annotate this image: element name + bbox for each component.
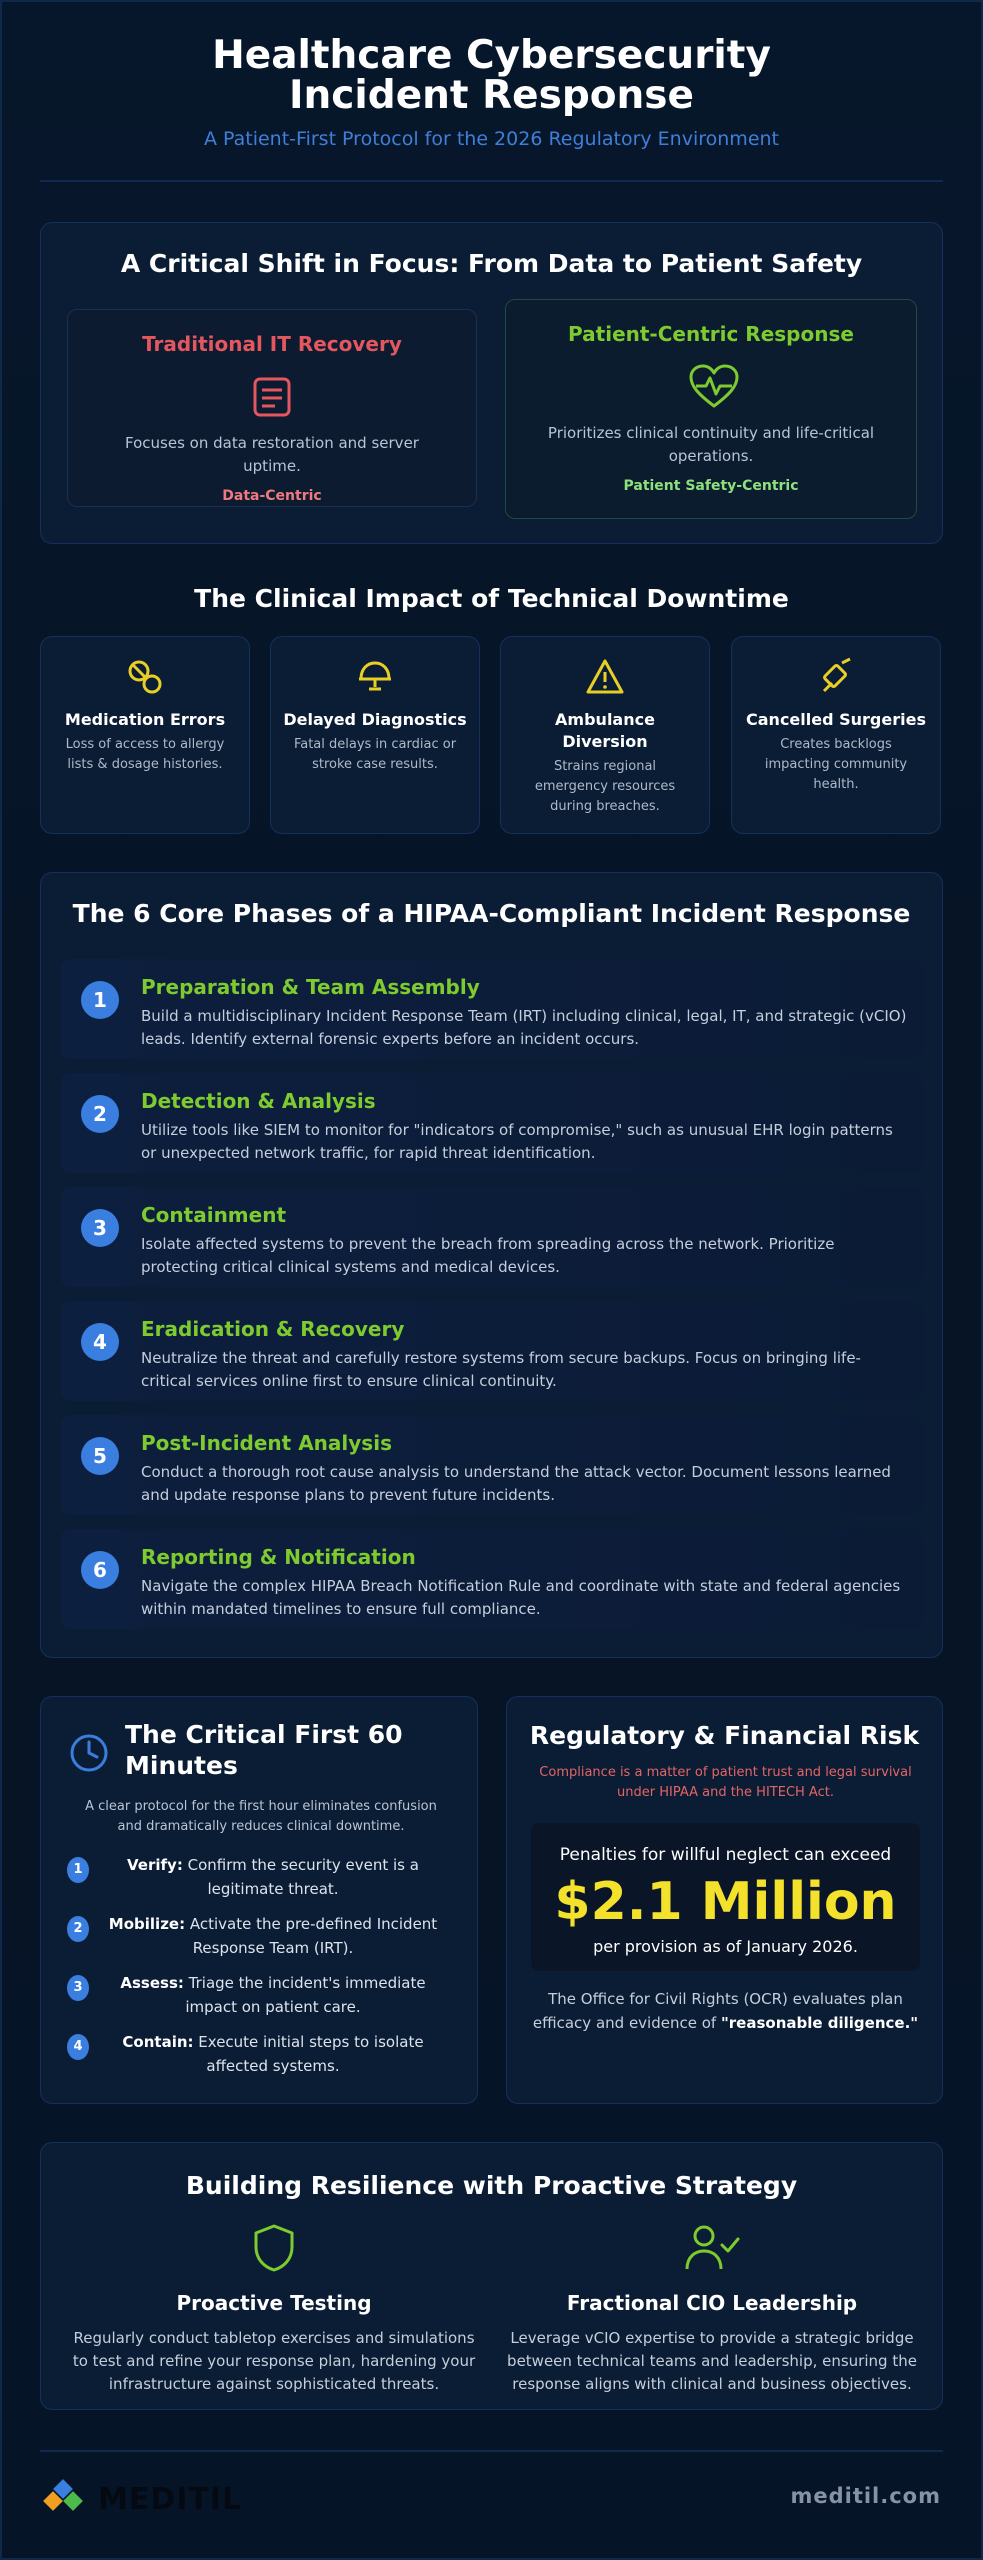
logo-mark-icon <box>42 2478 94 2518</box>
impact-card-diagnostics <box>270 636 480 834</box>
step-label: Assess: <box>120 1974 184 1992</box>
traditional-card <box>67 309 477 507</box>
patient-card <box>505 299 917 519</box>
penalty-box <box>531 1823 920 1971</box>
page-title: Healthcare Cybersecurity Incident Response <box>212 33 771 118</box>
patient-tag: Patient Safety-Centric <box>623 478 799 494</box>
footer-url-link[interactable]: meditil.com <box>790 2484 941 2508</box>
impact-card-ambulance <box>500 636 710 834</box>
phase-title: Reporting & Notification <box>141 1545 416 1569</box>
shift-title: A Critical Shift in Focus: From Data to Patient Safety <box>120 249 863 278</box>
phase-desc: Navigate the complex HIPAA Breach Notification Rule and coordinate with state and federal agencies within mandated timelines to ensure full compliance. <box>141 1577 901 1618</box>
phase-number: 1 <box>81 981 119 1019</box>
phase-number: 5 <box>81 1437 119 1475</box>
phase-number: 4 <box>81 1323 119 1361</box>
page-subtitle: A Patient-First Protocol for the 2026 Regulatory Environment <box>203 128 779 150</box>
phase-number: 3 <box>81 1209 119 1247</box>
footer-divider <box>40 2450 943 2452</box>
phases-title: The 6 Core Phases of a HIPAA-Compliant Incident Response <box>72 899 911 928</box>
phase-item <box>61 1187 924 1287</box>
step-text: Triage the incident's immediate impact on patient care. <box>183 1974 426 2016</box>
phase-desc: Build a multidisciplinary Incident Response Team (IRT) including clinical, legal, IT, and strategic (vCIO) leads. Identify external forensic experts before an incident occurs. <box>141 1007 907 1048</box>
user-check-icon <box>684 2223 740 2273</box>
step-label: Mobilize: <box>108 1915 186 1933</box>
document-icon <box>249 374 295 420</box>
risk-foot-bold: "reasonable diligence." <box>720 2014 919 2032</box>
patient-title: Patient-Centric Response <box>568 322 854 346</box>
impact-desc: Strains regional emergency resources during breaches. <box>534 759 676 814</box>
phase-number: 2 <box>81 1095 119 1133</box>
step-number: 3 <box>67 1975 89 2001</box>
step-label: Verify: <box>127 1856 183 1874</box>
heartbeat-icon <box>688 364 734 410</box>
phase-item <box>61 1415 924 1515</box>
step-text: Activate the pre-defined Incident Response Team (IRT). <box>185 1915 438 1957</box>
warning-icon <box>585 657 625 697</box>
resilience-col-cio <box>497 2223 927 2396</box>
risk-foot <box>527 1987 924 2035</box>
penalty-pre: Penalties for willful neglect can exceed <box>559 1845 892 1865</box>
phases-section <box>40 872 943 1658</box>
impact-title-text: Ambulance Diversion <box>555 710 655 751</box>
impact-desc: Fatal delays in cardiac or stroke case results. <box>293 737 457 772</box>
clock-icon <box>69 1733 109 1773</box>
step-text: Confirm the security event is a legitimate threat. <box>182 1856 419 1898</box>
patient-desc: Prioritizes clinical continuity and life-critical operations. <box>547 424 875 465</box>
cancel-icon <box>816 657 856 697</box>
penalty-amount: $2.1 Million <box>554 1872 897 1932</box>
traditional-title: Traditional IT Recovery <box>142 332 402 356</box>
phase-item <box>61 1073 924 1173</box>
pills-icon <box>125 657 165 697</box>
step-number: 4 <box>67 2034 89 2060</box>
impact-title-text: Cancelled Surgeries <box>746 710 926 729</box>
phase-desc: Neutralize the threat and carefully restore systems from secure backups. Focus on bringing life-critical services online first to ensure clinical continuity. <box>141 1349 861 1390</box>
resilience-section <box>40 2142 943 2410</box>
phase-number: 6 <box>81 1551 119 1589</box>
alarm-icon <box>355 657 395 697</box>
risk-warning: Compliance is a matter of patient trust and legal survival under HIPAA and the HITECH Act. <box>539 1765 912 1800</box>
resilience-col-desc: Regularly conduct tabletop exercises and simulations to test and refine your response plan, hardening your infrastructure against sophisticated threats. <box>72 2329 476 2393</box>
first-60-card <box>40 1696 478 2104</box>
impact-card-medication <box>40 636 250 834</box>
step-label: Contain: <box>122 2033 194 2051</box>
impact-title-text: Delayed Diagnostics <box>283 710 467 729</box>
first-60-desc: A clear protocol for the first hour eliminates confusion and dramatically reduces clinical downtime. <box>85 1799 437 1834</box>
phase-desc: Conduct a thorough root cause analysis to understand the attack vector. Document lessons learned and update response plans to prevent future incidents. <box>141 1463 891 1504</box>
impact-title-text: Medication Errors <box>64 710 226 729</box>
logo-wordmark: MEDITIL <box>98 2482 243 2517</box>
phase-item <box>61 1529 924 1629</box>
header-divider <box>40 180 943 182</box>
resilience-col-title: Fractional CIO Leadership <box>566 2291 858 2315</box>
traditional-tag: Data-Centric <box>222 488 322 504</box>
impact-title: The Clinical Impact of Technical Downtime <box>194 584 789 613</box>
phase-desc: Utilize tools like SIEM to monitor for "indicators of compromise," such as unusual EHR login patterns or unexpected network traffic, for rapid threat identification. <box>141 1121 893 1162</box>
risk-foot-text: The Office for Civil Rights (OCR) evaluates plan efficacy and evidence of <box>532 1990 903 2032</box>
page-header <box>0 33 983 150</box>
phase-item <box>61 1301 924 1401</box>
impact-desc: Creates backlogs impacting community health. <box>764 737 908 792</box>
risk-title: Regulatory & Financial Risk <box>529 1721 920 1750</box>
phase-desc: Isolate affected systems to prevent the breach from spreading across the network. Prioritize protecting critical clinical systems and medical devices. <box>141 1235 835 1276</box>
resilience-col-title: Proactive Testing <box>176 2291 372 2315</box>
resilience-col-testing <box>59 2223 489 2396</box>
step-text: Execute initial steps to isolate affected systems. <box>193 2033 424 2075</box>
phase-item <box>61 959 924 1059</box>
traditional-desc: Focuses on data restoration and server uptime. <box>125 434 419 475</box>
phase-title: Post-Incident Analysis <box>141 1431 392 1455</box>
phase-title: Preparation & Team Assembly <box>141 975 480 999</box>
phase-title: Containment <box>141 1203 287 1227</box>
step-number: 1 <box>67 1857 89 1883</box>
phase-title: Eradication & Recovery <box>141 1317 405 1341</box>
risk-card <box>506 1696 943 2104</box>
resilience-col-desc: Leverage vCIO expertise to provide a strategic bridge between technical teams and leadership, ensuring the response aligns with clinical and business objectives. <box>507 2329 917 2393</box>
shift-section <box>40 222 943 544</box>
step-number: 2 <box>67 1916 89 1942</box>
first-60-title: The Critical First 60 Minutes <box>125 1720 403 1780</box>
resilience-title: Building Resilience with Proactive Strategy <box>185 2171 798 2200</box>
penalty-post: per provision as of January 2026. <box>593 1937 858 1956</box>
phase-title: Detection & Analysis <box>141 1089 376 1113</box>
shield-icon <box>250 2223 298 2273</box>
impact-desc: Loss of access to allergy lists & dosage histories. <box>65 737 225 772</box>
impact-card-surgeries <box>731 636 941 834</box>
meditil-logo[interactable] <box>42 2478 243 2518</box>
